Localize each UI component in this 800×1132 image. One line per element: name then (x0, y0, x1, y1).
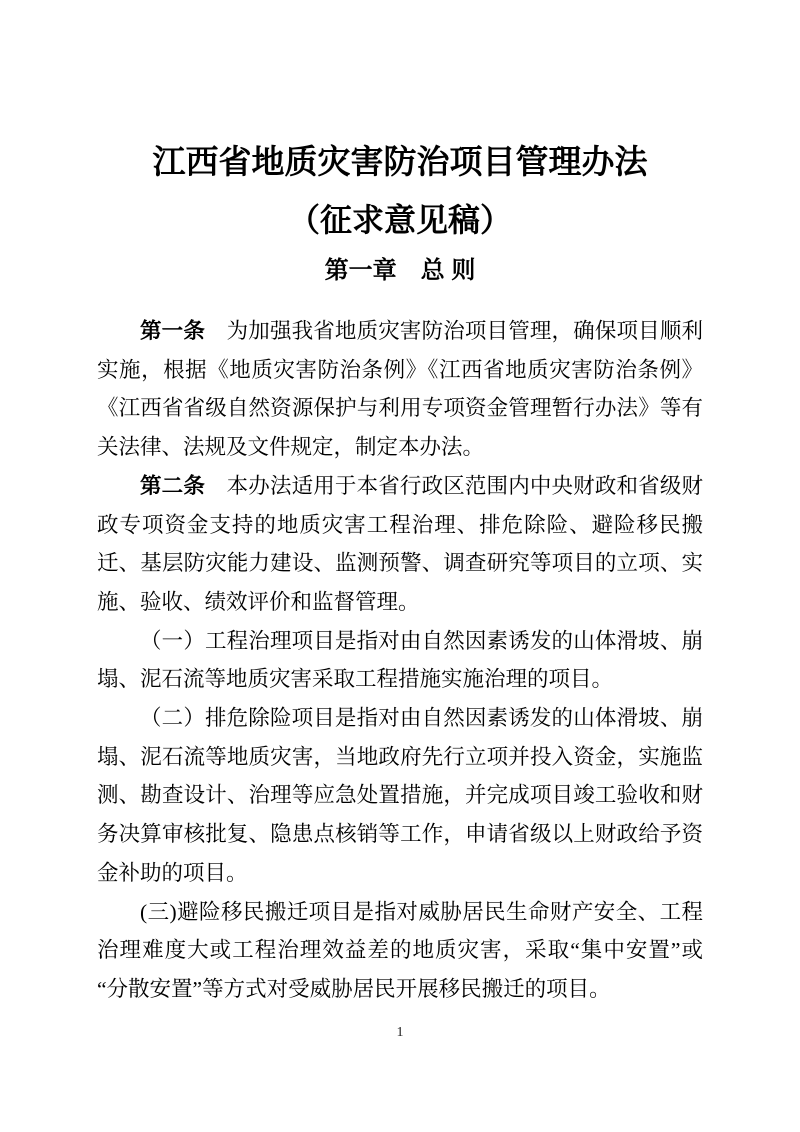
item-3-text: (三)避险移民搬迁项目是指对威胁居民生命财产安全、工程治理难度大或工程治理效益差的地质灾害，采取“集中安置”或“分散安置”等方式对受威胁居民开展移民搬迁的项目。 (97, 899, 703, 1001)
paragraph-item-2 (97, 699, 703, 893)
item-2-text: （二）排危除险项目是指对由自然因素诱发的山体滑坡、崩塌、泥石流等地质灾害，当地政府先行立项并投入资金，实施监测、勘查设计、治理等应急处置措施，并完成项目竣工验收和财务决算审核批复、隐患点核销等工作，申请省级以上财政给予资金补助的项目。 (97, 706, 703, 885)
paragraph-article-2 (97, 467, 703, 622)
document-body (97, 312, 703, 1009)
page-number: 1 (396, 1025, 404, 1040)
chapter-heading: 第一章 总 则 (324, 257, 476, 284)
paragraph-item-1 (97, 622, 703, 699)
article-2-text: 本办法适用于本省行政区范围内中央财政和省级财政专项资金支持的地质灾害工程治理、排危除险、避险移民搬迁、基层防灾能力建设、监测预警、调查研究等项目的立项、实施、验收、绩效评价和监督管理。 (97, 473, 703, 614)
document-subtitle: （征求意见稿） (287, 202, 512, 238)
item-1-text: （一）工程治理项目是指对由自然因素诱发的山体滑坡、崩塌、泥石流等地质灾害采取工程措施实施治理的项目。 (97, 628, 703, 692)
paragraph-article-1 (97, 312, 703, 467)
article-1-text: 为加强我省地质灾害防治项目管理，确保项目顺利实施，根据《地质灾害防治条例》《江西省地质灾害防治条例》《江西省省级自然资源保护与利用专项资金管理暂行办法》等有关法律、法规及文件规定，制定本办法。 (97, 319, 703, 460)
paragraph-item-3 (97, 893, 703, 1009)
article-1-label: 第一条 (140, 319, 227, 343)
document-title: 江西省地质灾害防治项目管理办法 (152, 145, 648, 181)
document-content (97, 0, 703, 1009)
article-2-label: 第二条 (140, 473, 227, 498)
